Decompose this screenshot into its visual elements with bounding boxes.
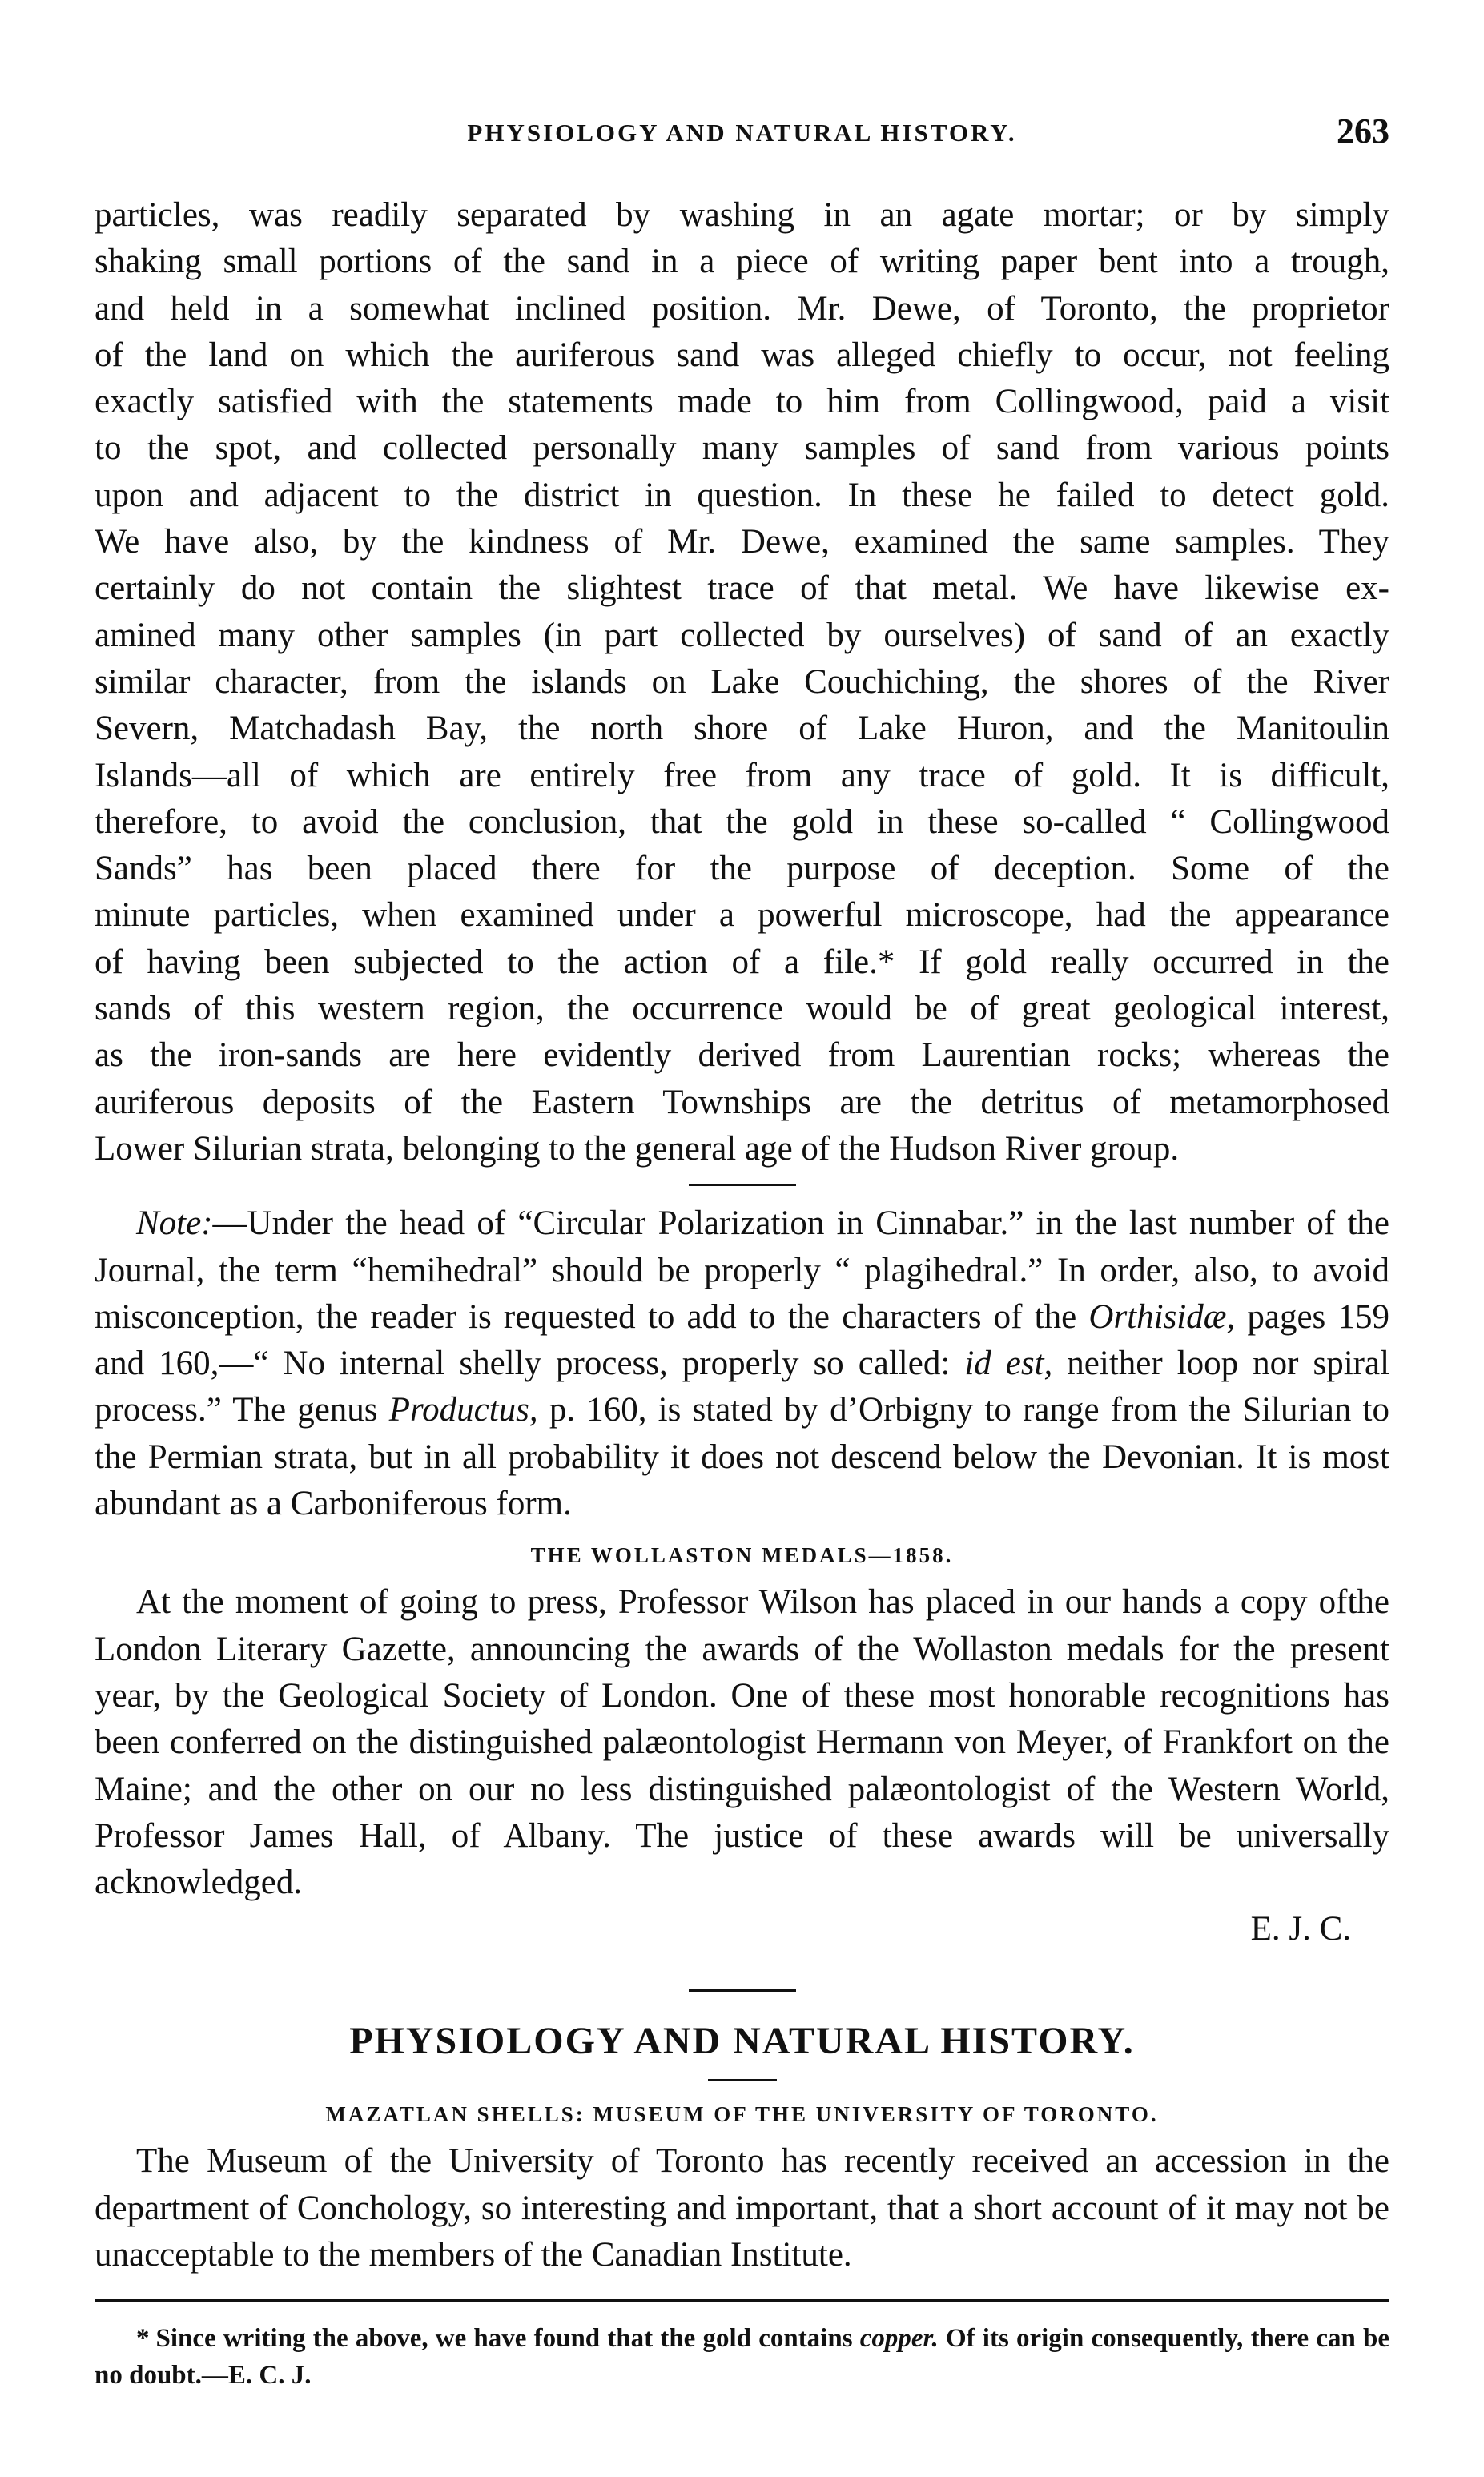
text-line: therefore, to avoid the conclusion, that the gold in these so-called “ Collingwood <box>95 802 1389 841</box>
footnote-rule <box>95 2299 1389 2302</box>
subsection-rule <box>708 2079 777 2081</box>
footnote-mark: * <box>136 2324 150 2354</box>
text-line: as the iron-sands are here evidently derived from Laurentian rocks; whereas the <box>95 1036 1389 1075</box>
text-line: Lower Silurian strata, belonging to the general age of the Hudson River group. <box>95 1129 1180 1168</box>
note-text-1: —Under the head of “Circular Polarization in Cinnabar.” in the last number of the Journal, the term “hemihedral” should be properly “ plagihedral.” In order, also, to avoid misconception, the reader is requested to add to the characters of the <box>95 1204 1389 1336</box>
footnote <box>95 2320 1389 2394</box>
note-text-2: pages 159 and 160,—“ No internal shelly process, properly so called: <box>95 1297 1389 1383</box>
text-line: amined many other samples (in part collected by ourselves) of sand of an exactly <box>95 616 1389 654</box>
page-number: 263 <box>1337 111 1389 151</box>
note-label: Note: <box>136 1204 213 1243</box>
section-rule <box>689 1989 796 1992</box>
note-text-4: p. 160, is stated by d’Orbigny to range from the Silurian to the Permian strata, but in all probability it does not descend below the Devonian. It is most abundant as a Carboniferous form. <box>95 1391 1390 1523</box>
text-line: shaking small portions of the sand in a piece of writing paper bent into a trough, <box>95 243 1389 281</box>
text-line: similar character, from the islands on Lake Couchiching, the shores of the River <box>95 662 1389 701</box>
text-line: and held in a somewhat inclined position. Mr. Dewe, of Toronto, the proprietor <box>95 289 1389 328</box>
mazatlan-paragraph: The Museum of the University of Toronto has recently received an accession in the department of Conchology, so interesting and important, that a short account of it may not be unacceptable to the members of the Canadian Institute. <box>95 2142 1389 2274</box>
text-line: auriferous deposits of the Eastern Townships are the detritus of metamorphosed <box>95 1083 1389 1121</box>
text-line: certainly do not contain the slightest trace of that metal. We have likewise ex- <box>95 569 1389 608</box>
wollaston-paragraph: At the moment of going to press, Professor Wilson has placed in our hands a copy ofthe London Literary Gazette, announcing the awards of the Wollaston medals for the present year, by the Geological Society of London. One of these most honorable recognitions has been conferred on the distinguished palæontologist Hermann von Meyer, of Frankfort on the Maine; and the other on our no less distinguished palæontologist of the Western World, Professor James Hall, of Albany. The justice of these awards will be universally acknowledged. <box>95 1583 1389 1902</box>
text-line: We have also, by the kindness of Mr. Dewe, examined the same samples. They <box>95 523 1389 561</box>
mazatlan-subheading: MAZATLAN SHELLS: MUSEUM OF THE UNIVERSITY OF TORONTO. <box>325 2102 1159 2127</box>
wollaston-heading: THE WOLLASTON MEDALS—1858. <box>530 1543 954 1568</box>
footnote-italic-copper: copper. <box>859 2324 939 2354</box>
text-line: exactly satisfied with the statements made to him from Collingwood, paid a visit <box>95 383 1389 421</box>
separator-rule <box>689 1184 796 1186</box>
section-title: PHYSIOLOGY AND NATURAL HISTORY. <box>349 2020 1135 2063</box>
paragraph-collingwood-sands <box>95 192 1389 1172</box>
note-italic-id-est: id est, <box>964 1345 1053 1383</box>
text-line: minute particles, when examined under a powerful microscope, had the appearance <box>95 896 1389 935</box>
running-head: PHYSIOLOGY AND NATURAL HISTORY. <box>467 119 1017 147</box>
signature-initials: E. J. C. <box>1250 1910 1351 1948</box>
note-text-3: neither loop nor spiral process.” The genus <box>95 1345 1390 1430</box>
text-line: sands of this western region, the occurrence would be of great geological interest, <box>95 990 1389 1028</box>
text-line: of the land on which the auriferous sand was alleged chiefly to occur, not feeling <box>95 336 1389 374</box>
note-italic-orthisidae: Orthisidæ, <box>1088 1297 1236 1336</box>
footnote-text-2: Of its origin consequently, there can be no doubt.—E. C. J. <box>95 2324 1389 2391</box>
page-header <box>95 111 1389 159</box>
main-text <box>95 192 1389 2394</box>
note-paragraph <box>95 1200 1389 1527</box>
text-line: of having been subjected to the action of a file.* If gold really occurred in the <box>95 943 1389 981</box>
text-line: to the spot, and collected personally many samples of sand from various points <box>95 429 1389 468</box>
text-line: particles, was readily separated by washing in an agate mortar; or by simply <box>95 196 1389 234</box>
text-line: Islands—all of which are entirely free from any trace of gold. It is difficult, <box>95 756 1389 794</box>
text-line: Sands” has been placed there for the purpose of deception. Some of the <box>95 850 1389 888</box>
footnote-text-1: Since writing the above, we have found that the gold contains <box>155 2324 860 2354</box>
note-italic-productus: Productus, <box>388 1391 538 1430</box>
text-line: Severn, Matchadash Bay, the north shore of Lake Huron, and the Manitoulin <box>95 710 1389 748</box>
text-line: upon and adjacent to the district in question. In these he failed to detect gold. <box>95 476 1389 514</box>
